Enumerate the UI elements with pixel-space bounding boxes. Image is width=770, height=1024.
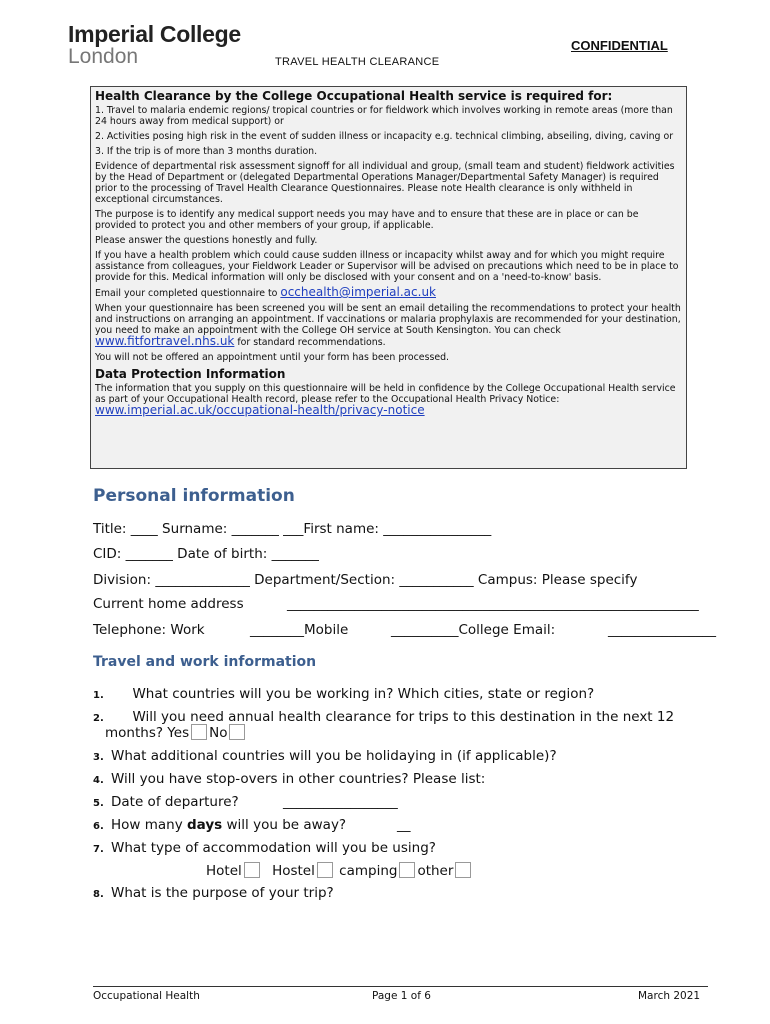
question-text: Will you need annual health clearance for trips to this destination in the next 12 — [111, 709, 675, 725]
camping-checkbox[interactable] — [399, 862, 415, 878]
division-line[interactable]: Division: ______________ Department/Section: ___________ Campus: Please specify — [93, 572, 638, 588]
cid-dob-line[interactable]: CID: _______ Date of birth: _______ — [93, 546, 319, 562]
question-text: Will you have stop-overs in other countries? Please list: — [111, 771, 486, 787]
box-paragraph: 1. Travel to malaria endemic regions/ tropical countries or for fieldwork which involves working in remote areas (more than 24 hours away from medical support) or — [95, 105, 673, 127]
clearance-info-box — [90, 86, 687, 469]
question-number: 6. — [93, 821, 104, 832]
question-3 — [93, 748, 557, 764]
travel-info-heading: Travel and work information — [93, 654, 317, 670]
question-text-end: will you be away? — [222, 817, 347, 833]
question-text: Date of departure? — [111, 794, 239, 810]
other-checkbox[interactable] — [455, 862, 471, 878]
footer-date: March 2021 — [638, 990, 701, 1002]
email-link[interactable]: occhealth@imperial.ac.uk — [280, 285, 436, 299]
days-field[interactable]: __ — [397, 817, 411, 833]
email-intro: Email your completed questionnaire to — [95, 288, 281, 299]
mobile-field[interactable]: __________College Email: — [391, 622, 556, 638]
box-heading: Health Clearance by the College Occupational Health service is required for: — [95, 89, 613, 103]
departure-date-field[interactable]: _________________ — [283, 794, 398, 810]
screening-text: When your questionnaire has been screened you will be sent an email detailing the recommendations to protect your health and instructions on arranging an appointment. If vaccinations or malaria prophylaxis are recommended for your destination, you need to make an appointment with the College OH service at South Kensington. You can check — [95, 303, 681, 336]
screening-text-end: for standard recommendations. — [234, 337, 386, 348]
email-paragraph — [95, 287, 682, 299]
question-number: 7. — [93, 844, 104, 855]
logo-line-2: London — [68, 45, 139, 68]
privacy-text: The information that you supply on this questionnaire will be held in confidence by the College Occupational Health service as part of your Occupational Health record, please refer to the Occupational Health Privacy Notice: — [95, 383, 676, 405]
logo-line-1: Imperial College — [68, 21, 241, 47]
screening-paragraph — [95, 303, 682, 348]
question-number: 2. — [93, 713, 104, 724]
address-field[interactable]: _____________________________________________________________ — [287, 596, 699, 612]
address-label: Current home address — [93, 596, 244, 612]
box-paragraph: Evidence of departmental risk assessment signoff for all individual and group, (small team and student) fieldwork activities by the Head of Department or (delegated Departmental Operations Manager/Departmental Safety Manager) is required prior to the processing of Travel Health Clearance Questionnaires. Please note Health clearance is only withheld in exceptional circumstances. — [95, 161, 675, 205]
hostel-checkbox[interactable] — [317, 862, 333, 878]
telephone-label: Telephone: Work — [93, 622, 205, 638]
other-label: other — [417, 863, 454, 879]
question-1 — [93, 686, 594, 702]
personal-info-heading: Personal information — [93, 486, 295, 506]
question-text: What additional countries will you be holidaying in (if applicable)? — [111, 748, 557, 764]
question-text: What is the purpose of your trip? — [111, 885, 334, 901]
no-label: No — [209, 725, 228, 741]
footer-left: Occupational Health — [93, 990, 200, 1002]
confidential-label: CONFIDENTIAL — [571, 38, 668, 53]
camping-label: camping — [339, 863, 398, 879]
hotel-checkbox[interactable] — [244, 862, 260, 878]
question-8 — [93, 885, 334, 901]
question-number: 3. — [93, 752, 104, 763]
privacy-paragraph — [95, 383, 682, 417]
data-protection-heading: Data Protection Information — [95, 367, 286, 381]
question-number: 8. — [93, 889, 104, 900]
hotel-label: Hotel — [206, 863, 242, 879]
question-5 — [93, 794, 239, 810]
box-paragraph: You will not be offered an appointment until your form has been processed. — [95, 352, 450, 363]
question-6 — [93, 817, 346, 833]
accommodation-options — [206, 862, 473, 879]
days-emphasis: days — [187, 817, 223, 833]
privacy-link[interactable]: www.imperial.ac.uk/occupational-health/privacy-notice — [95, 403, 425, 417]
question-number: 4. — [93, 775, 104, 786]
imperial-logo — [68, 22, 241, 68]
question-text: What countries will you be working in? Which cities, state or region? — [111, 686, 595, 702]
question-number: 5. — [93, 798, 104, 809]
page-footer — [93, 986, 708, 1002]
college-email-field[interactable]: ________________ — [608, 622, 716, 638]
box-paragraph: 3. If the trip is of more than 3 months duration. — [95, 146, 318, 157]
question-2-options — [105, 724, 247, 741]
hostel-label: Hostel — [272, 863, 315, 879]
document-title: TRAVEL HEALTH CLEARANCE — [275, 56, 440, 68]
yes-checkbox[interactable] — [191, 724, 207, 740]
box-paragraph: Please answer the questions honestly and fully. — [95, 235, 318, 246]
name-fields-line[interactable]: Title: ____ Surname: _______ ___First name: ________________ — [93, 521, 492, 537]
work-phone-field[interactable]: ________Mobile — [250, 622, 349, 638]
no-checkbox[interactable] — [229, 724, 245, 740]
fitfortravel-link[interactable]: www.fitfortravel.nhs.uk — [95, 334, 235, 348]
question-2 — [93, 709, 674, 725]
yes-label: months? Yes — [105, 725, 190, 741]
question-text: What type of accommodation will you be using? — [111, 840, 436, 856]
box-paragraph: If you have a health problem which could cause sudden illness or incapacity whilst away and for which you might require assistance from colleagues, your Fieldwork Leader or Supervisor will be advised on precautions which need to be in place to provide for this. Medical information will only be disclosed with your consent and on a 'need-to-know' basis. — [95, 250, 679, 283]
page-number: Page 1 of 6 — [372, 990, 431, 1002]
box-paragraph: 2. Activities posing high risk in the event of sudden illness or incapacity e.g. technical climbing, abseiling, diving, caving or — [95, 131, 674, 142]
box-paragraph: The purpose is to identify any medical support needs you may have and to ensure that these are in place or can be provided to protect you and other members of your group, if applicable. — [95, 209, 639, 231]
question-7 — [93, 840, 436, 856]
question-number: 1. — [93, 690, 104, 701]
question-4 — [93, 771, 485, 787]
question-text: How many — [111, 817, 188, 833]
